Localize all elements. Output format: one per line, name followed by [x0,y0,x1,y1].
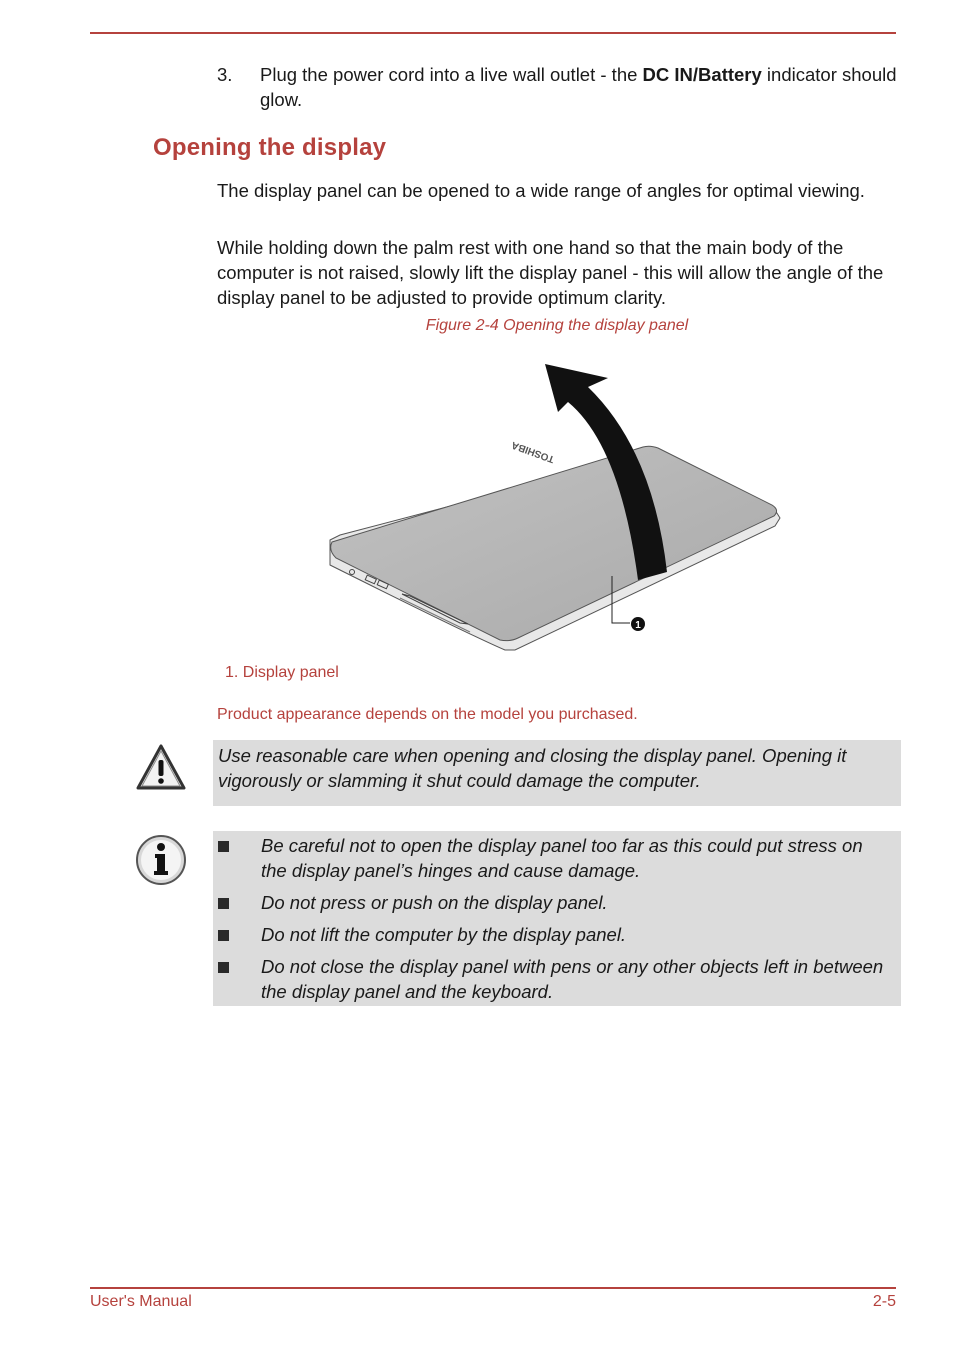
step-text [260,62,905,112]
brand-logo: TOSHIBA [510,438,557,465]
step-number: 3. [217,64,233,85]
list-item-text: Do not close the display panel with pens or any other objects left in between the display panel and the keyboard. [261,956,884,1002]
step-bold-term: DC IN/Battery [642,64,762,85]
laptop-lid [331,446,777,640]
paragraph-2: While holding down the palm rest with one hand so that the main body of the computer is not raised, slowly lift the display panel - this will allow the angle of the display panel to be adjusted to provide optimum clarity. [217,237,884,308]
step-text-after: indicator should glow. [260,64,897,110]
list-item [213,833,893,883]
list-item [213,954,893,1004]
appearance-note: Product appearance depends on the model you purchased. [217,706,638,723]
list-item-text: Do not press or push on the display panel. [261,892,608,913]
bullet-square-icon [218,962,229,973]
laptop-illustration [320,350,800,660]
figure-caption: Figure 2-4 Opening the display panel [425,317,689,334]
step-text-before: Plug the power cord into a live wall outlet - the [260,64,643,85]
bullet-square-icon [218,898,229,909]
section-heading: Opening the display [153,134,387,161]
footer-rule [90,1287,896,1289]
paragraph-1: The display panel can be opened to a wide range of angles for optimal viewing. [217,180,865,201]
header-rule [90,32,896,34]
figure-legend: 1. Display panel [225,664,339,681]
list-item [213,890,893,915]
bullet-square-icon [218,841,229,852]
list-item-text: Do not lift the computer by the display panel. [261,924,627,945]
warning-note: Use reasonable care when opening and closing the display panel. Opening it vigorously or slamming it shut could damage the computer. [213,740,901,806]
footer-manual-title: User's Manual [90,1293,192,1310]
list-item [213,922,893,947]
list-item-text: Be careful not to open the display panel too far as this could put stress on the display panel’s hinges and cause damage. [261,835,863,881]
info-icon [134,833,188,887]
info-bullet-list [213,833,893,1004]
bullet-square-icon [218,930,229,941]
callout-number: 1 [635,620,641,631]
page-number: 2-5 [872,1293,896,1310]
warning-triangle-icon [134,741,188,795]
info-note [213,831,901,1006]
